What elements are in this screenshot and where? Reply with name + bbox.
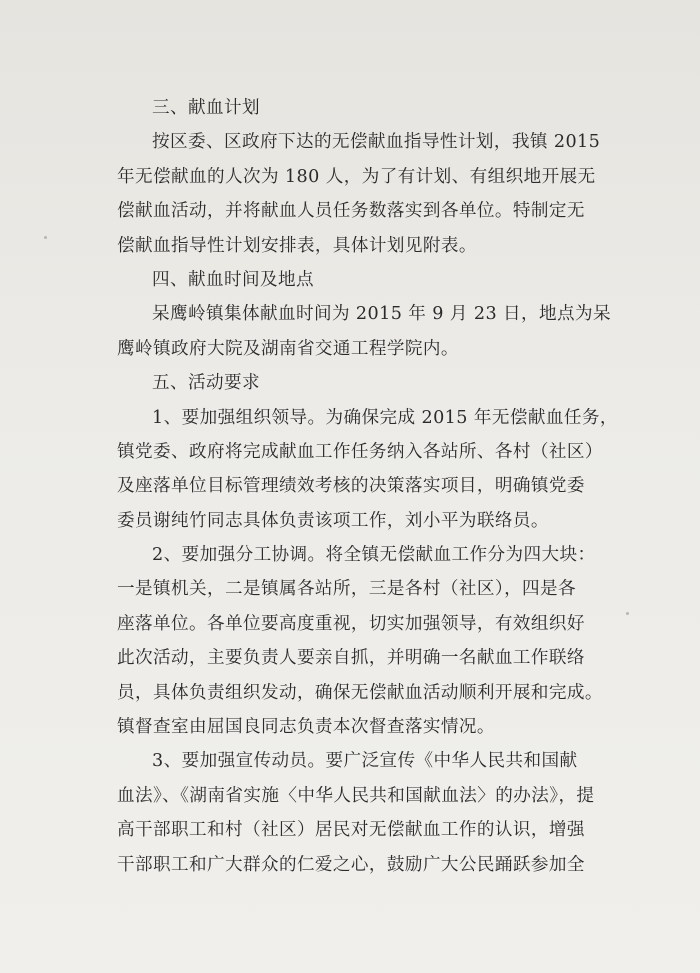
paragraph-line: 高干部职工和村（社区）居民对无偿献血工作的认识，增强	[117, 820, 585, 841]
body-text	[117, 91, 618, 882]
paragraph-line: 呆鹰岭镇集体献血时间为 2015 年 9 月 23 日，地点为呆	[152, 304, 611, 325]
paragraph-line: 3、要加强宣传动员。要广泛宣传《中华人民共和国献	[152, 751, 578, 772]
paragraph-line: 2、要加强分工协调。将全镇无偿献血工作分为四大块：	[152, 545, 596, 566]
scan-speck	[44, 236, 47, 239]
paragraph-line: 干部职工和广大群众的仁爱之心，鼓励广大公民踊跃参加全	[117, 854, 585, 875]
paragraph-line: 一是镇机关，二是镇属各站所，三是各村（社区），四是各	[117, 579, 577, 600]
paragraph-line: 座落单位。各单位要高度重视，切实加强领导，有效组织好	[117, 613, 585, 634]
paragraph-line: 1、要加强组织领导。为确保完成 2015 年无偿献血任务，	[152, 407, 618, 428]
paragraph-line: 及座落单位目标管理绩效考核的决策落实项目，明确镇党委	[117, 476, 585, 497]
section-heading-time-location: 四、献血时间及地点	[152, 269, 314, 290]
paragraph-line: 血法》、《湖南省实施〈中华人民共和国献血法〉的办法》，提	[117, 785, 595, 806]
paragraph-line: 员，具体负责组织发动，确保无偿献血活动顺利开展和完成。	[117, 682, 603, 703]
paragraph-line: 偿献血活动，并将献血人员任务数落实到各单位。特制定无	[117, 201, 585, 222]
section-heading-requirements: 五、活动要求	[152, 373, 260, 394]
paragraph-line: 按区委、区政府下达的无偿献血指导性计划，我镇 2015	[152, 132, 601, 153]
paragraph-line: 此次活动，主要负责人要亲自抓，并明确一名献血工作联络	[117, 648, 585, 669]
paragraph-line: 委员谢纯竹同志具体负责该项工作，刘小平为联络员。	[117, 510, 549, 531]
paragraph-line: 镇党委、政府将完成献血工作任务纳入各站所、各村（社区）	[117, 441, 603, 462]
scan-speck	[626, 612, 629, 615]
section-heading-blood-plan: 三、献血计划	[152, 98, 260, 118]
paragraph-line: 年无偿献血的人次为 180 人，为了有计划、有组织地开展无	[117, 166, 596, 187]
paragraph-line: 偿献血指导性计划安排表，具体计划见附表。	[117, 235, 477, 256]
paragraph-line: 镇督查室由屈国良同志负责本次督查落实情况。	[117, 717, 495, 738]
paragraph-line: 鹰岭镇政府大院及湖南省交通工程学院内。	[117, 338, 459, 359]
